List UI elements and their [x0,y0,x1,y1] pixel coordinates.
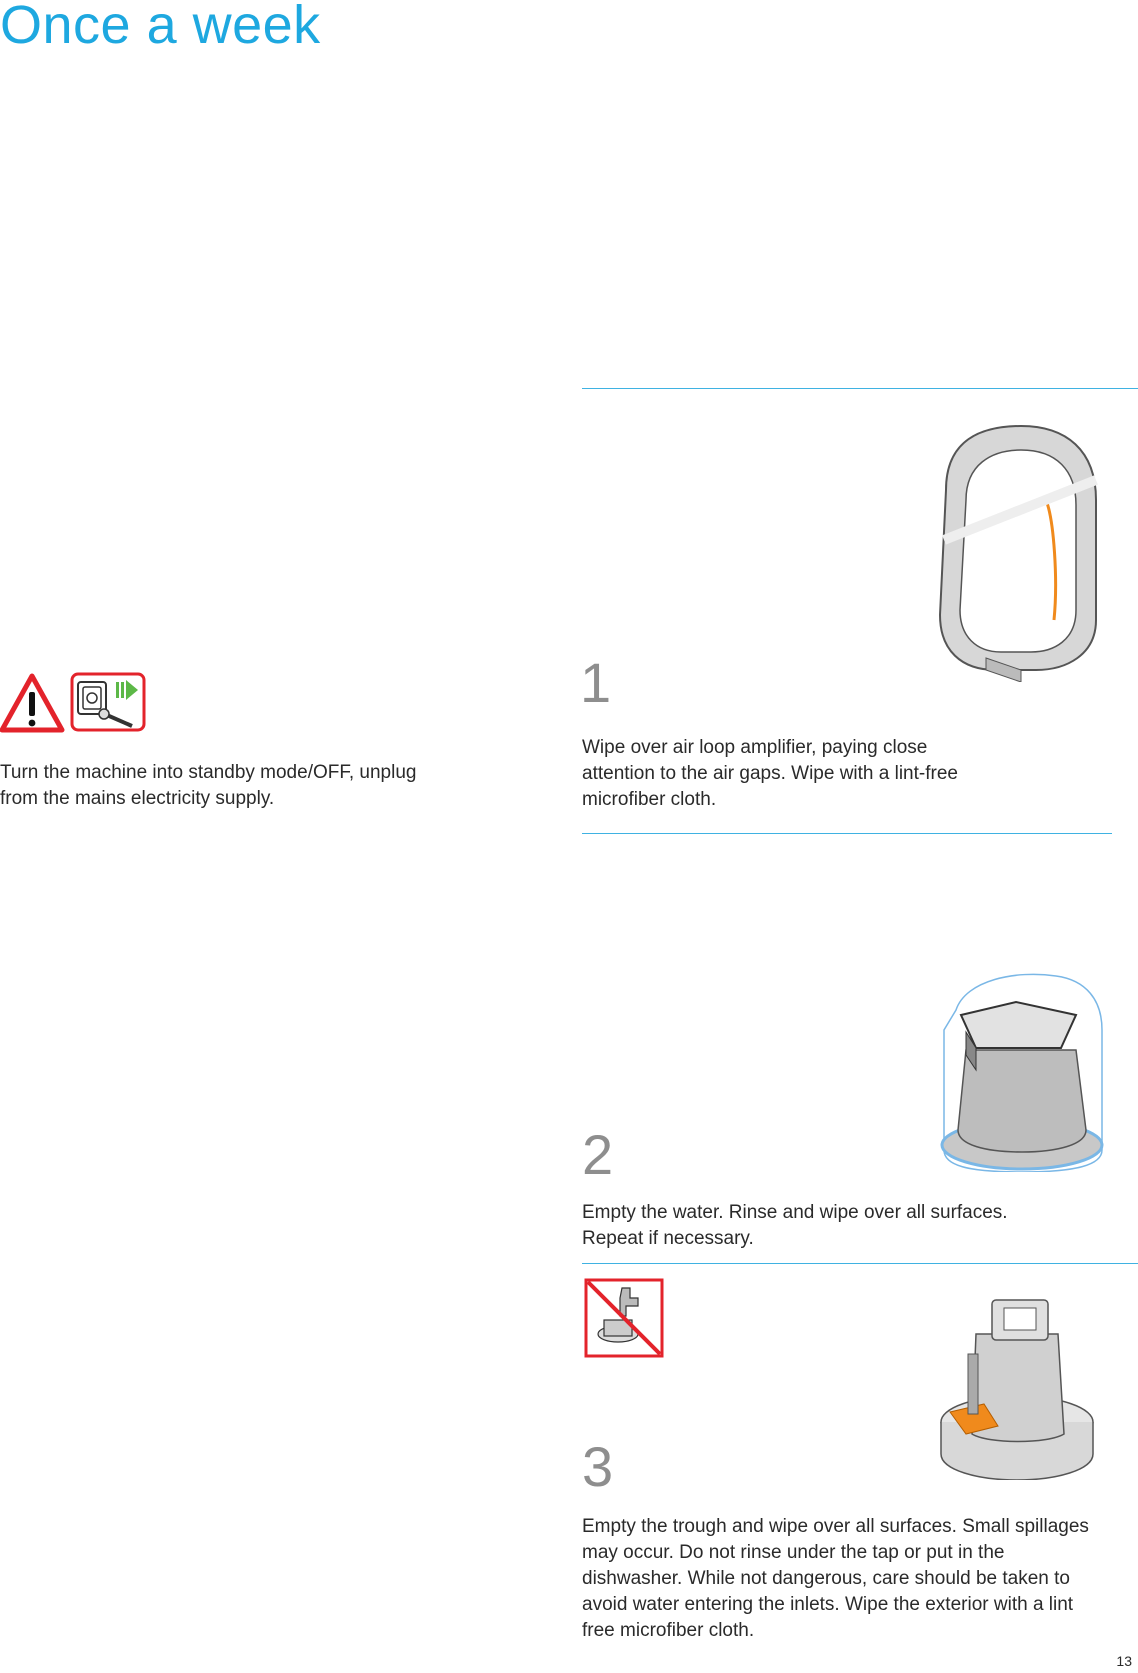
precaution-icons [0,672,150,739]
page-title: Once a week [0,0,321,55]
warning-triangle-icon [2,676,62,730]
precaution-svg [0,672,150,734]
divider-step1 [582,833,1112,834]
air-loop-amplifier-illustration [926,420,1106,682]
step-3-text: Empty the trough and wipe over all surfaces. Small spillages may occur. Do not rinse under the tap or put in the dishwasher. While not dangerous, care should be taken to avoid water entering the inlets. Wipe the exterior with a lint free microfiber cloth. [582,1516,1089,1641]
step-2-text: Empty the water. Rinse and wipe over all surfaces. Repeat if necessary. [582,1202,1008,1249]
trough-base-illustration [938,1294,1096,1480]
step-3-number: 3 [582,1435,614,1498]
unplug-icon [72,674,144,730]
step-2-number: 2 [582,1123,614,1186]
page-number: 13 [1116,1653,1132,1669]
divider-step2 [582,1263,1138,1264]
step-1-number: 1 [580,651,612,714]
water-tank-illustration [936,970,1108,1172]
step-1-text: Wipe over air loop amplifier, paying close attention to the air gaps. Wipe with a lint-free microfiber cloth. [582,737,958,810]
no-tap-rinse-icon [584,1278,664,1358]
divider-top [582,388,1138,389]
precaution-text: Turn the machine into standby mode/OFF, unplug from the mains electricity supply. [0,762,417,809]
